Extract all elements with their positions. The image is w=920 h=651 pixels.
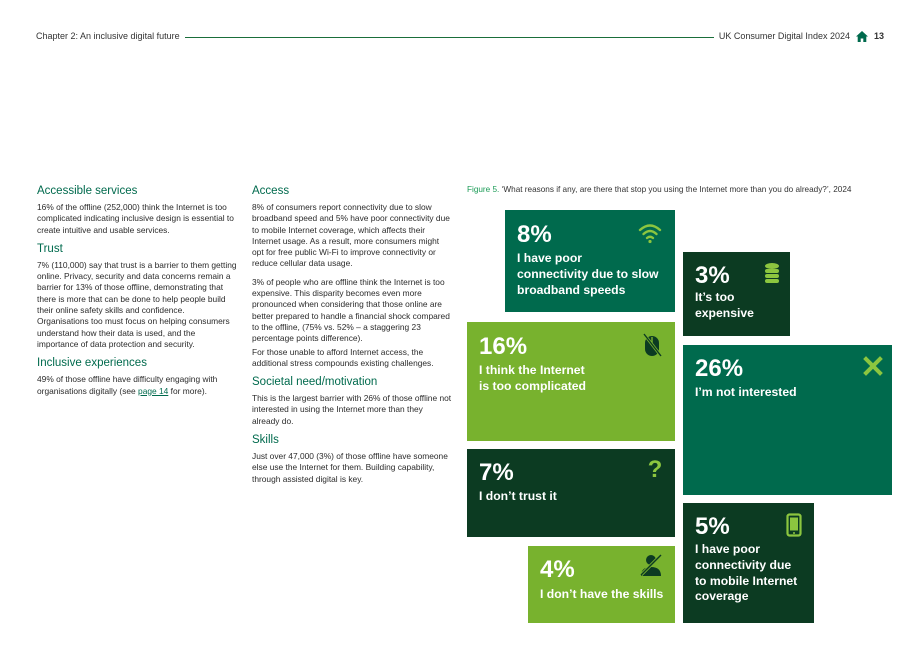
tile-percentage: 8%: [517, 221, 552, 248]
tile-label-line: is too complicated: [479, 378, 586, 393]
mouse-slash-icon: [641, 333, 663, 362]
tile-not-interested: [683, 345, 892, 495]
tile-label-line: connectivity due: [695, 557, 792, 572]
tile-percentage: 3%: [695, 262, 730, 289]
tile-label-line: I have poor: [695, 542, 761, 556]
tile-label-line: expensive: [695, 305, 754, 320]
tile-mobile-coverage: [683, 503, 814, 623]
question-icon: [647, 457, 663, 486]
tile-label-line: I don’t have the skills: [540, 587, 664, 601]
figure-caption: [467, 185, 907, 194]
tile-slow-broadband: [505, 210, 675, 312]
paragraph-access-1: 8% of consumers report connectivity due to slow broadband speed and 5% have poor connectivity due to mobile Internet coverage, which affects their Internet usage. As a result, more consumers might opt for free public Wi-Fi to improve connectivity or reduce cellular data usage.: [252, 202, 450, 269]
paragraph-societal: This is the largest barrier with 26% of those offline not interested in using the Internet more than they already do.: [252, 393, 452, 426]
paragraph-trust: 7% (110,000) say that trust is a barrier to them getting online. Privacy, security and data concerns remain a barrier for 13% of those offline, demonstrating that there is more that can be done to help people build their online safety skills and confidence. Organisations too must focus on helping consumers understand how their data is used, and the importance of data protection and security.: [37, 259, 237, 349]
wifi-icon: [638, 222, 662, 249]
page-number: 13: [873, 31, 884, 41]
paragraph-access-2: 3% of people who are offline think the Internet is too expensive. This disparity becomes even more pronounced when considering that those online are better prepared to handle a financial shock compared to the offline, (75% vs. 52% – a staggering 23 percentage points difference).: [252, 276, 450, 344]
chapter-title: Chapter 2: An inclusive digital future: [36, 31, 180, 41]
tile-percentage: 5%: [695, 513, 730, 540]
svg-text:?: ?: [647, 457, 663, 481]
tile-percentage: 4%: [540, 556, 575, 583]
tile-label-line: broadband speeds: [517, 282, 626, 297]
tile-too-expensive: [683, 252, 790, 336]
paragraph-inclusive: [37, 374, 237, 397]
tile-label-line: connectivity due to slow: [517, 266, 659, 281]
x-icon: [863, 356, 883, 381]
tile-label: [695, 542, 797, 605]
tile-label-line: coverage: [695, 589, 749, 604]
section-heading-skills: Skills: [252, 434, 279, 447]
tile-label-line: I have poor: [517, 251, 583, 265]
tile-label-line: It’s too: [695, 290, 735, 304]
tile-label: [695, 385, 797, 401]
header-rule: [185, 37, 714, 38]
section-heading-societal: Societal need/motivation: [252, 376, 378, 389]
section-heading-access: Access: [252, 185, 290, 197]
left-column: [37, 185, 237, 404]
paragraph-accessible: 16% of the offline (252,000) think the Internet is too complicated indicating inclusive design is essential to create intuitive and usable services.: [37, 202, 234, 235]
tile-no-skills: [528, 546, 675, 623]
tile-percentage: 16%: [479, 333, 528, 360]
tile-label-line: I don’t trust it: [479, 489, 557, 503]
figure-question: ‘What reasons if any, are there that stop you using the Internet more than you do already?’, 2024: [499, 185, 852, 194]
page-14-link[interactable]: page 14: [138, 385, 169, 396]
section-heading-inclusive: Inclusive experiences: [37, 357, 147, 370]
tile-label-line: I think the Internet: [479, 363, 585, 377]
tile-label: [695, 290, 754, 322]
home-icon[interactable]: [856, 31, 868, 42]
section-heading-trust: Trust: [37, 242, 63, 255]
tile-label: [479, 489, 557, 505]
tile-label: [479, 363, 586, 395]
tile-too-complicated: [467, 322, 675, 441]
report-title: UK Consumer Digital Index 2024: [718, 31, 850, 41]
mobile-phone-icon: [786, 513, 802, 542]
inclusive-text-start: 49% of those offline have difficulty engaging with organisations digitally (see: [37, 374, 218, 396]
paragraph-skills: Just over 47,000 (3%) of those offline have someone else use the Internet for them. Building capability, through assisted digital is key.: [252, 451, 448, 484]
middle-column: [252, 185, 452, 492]
tile-label: [540, 587, 663, 603]
section-heading-accessible: Accessible services: [37, 185, 138, 197]
page-header: [36, 29, 884, 43]
figure-label: Figure 5.: [467, 185, 500, 194]
tile-dont-trust: [467, 449, 675, 537]
person-slash-icon: [639, 553, 663, 582]
tile-label-line: to mobile Internet: [695, 573, 798, 588]
tile-label: [517, 251, 659, 298]
paragraph-access-3: For those unable to afford Internet access, the additional stress compounds existing challenges.: [252, 346, 434, 368]
tile-label-line: I’m not interested: [695, 385, 797, 399]
tile-percentage: 7%: [479, 459, 514, 486]
inclusive-text-end: for more).: [168, 385, 207, 396]
coins-icon: [764, 262, 780, 289]
tile-percentage: 26%: [695, 355, 744, 382]
